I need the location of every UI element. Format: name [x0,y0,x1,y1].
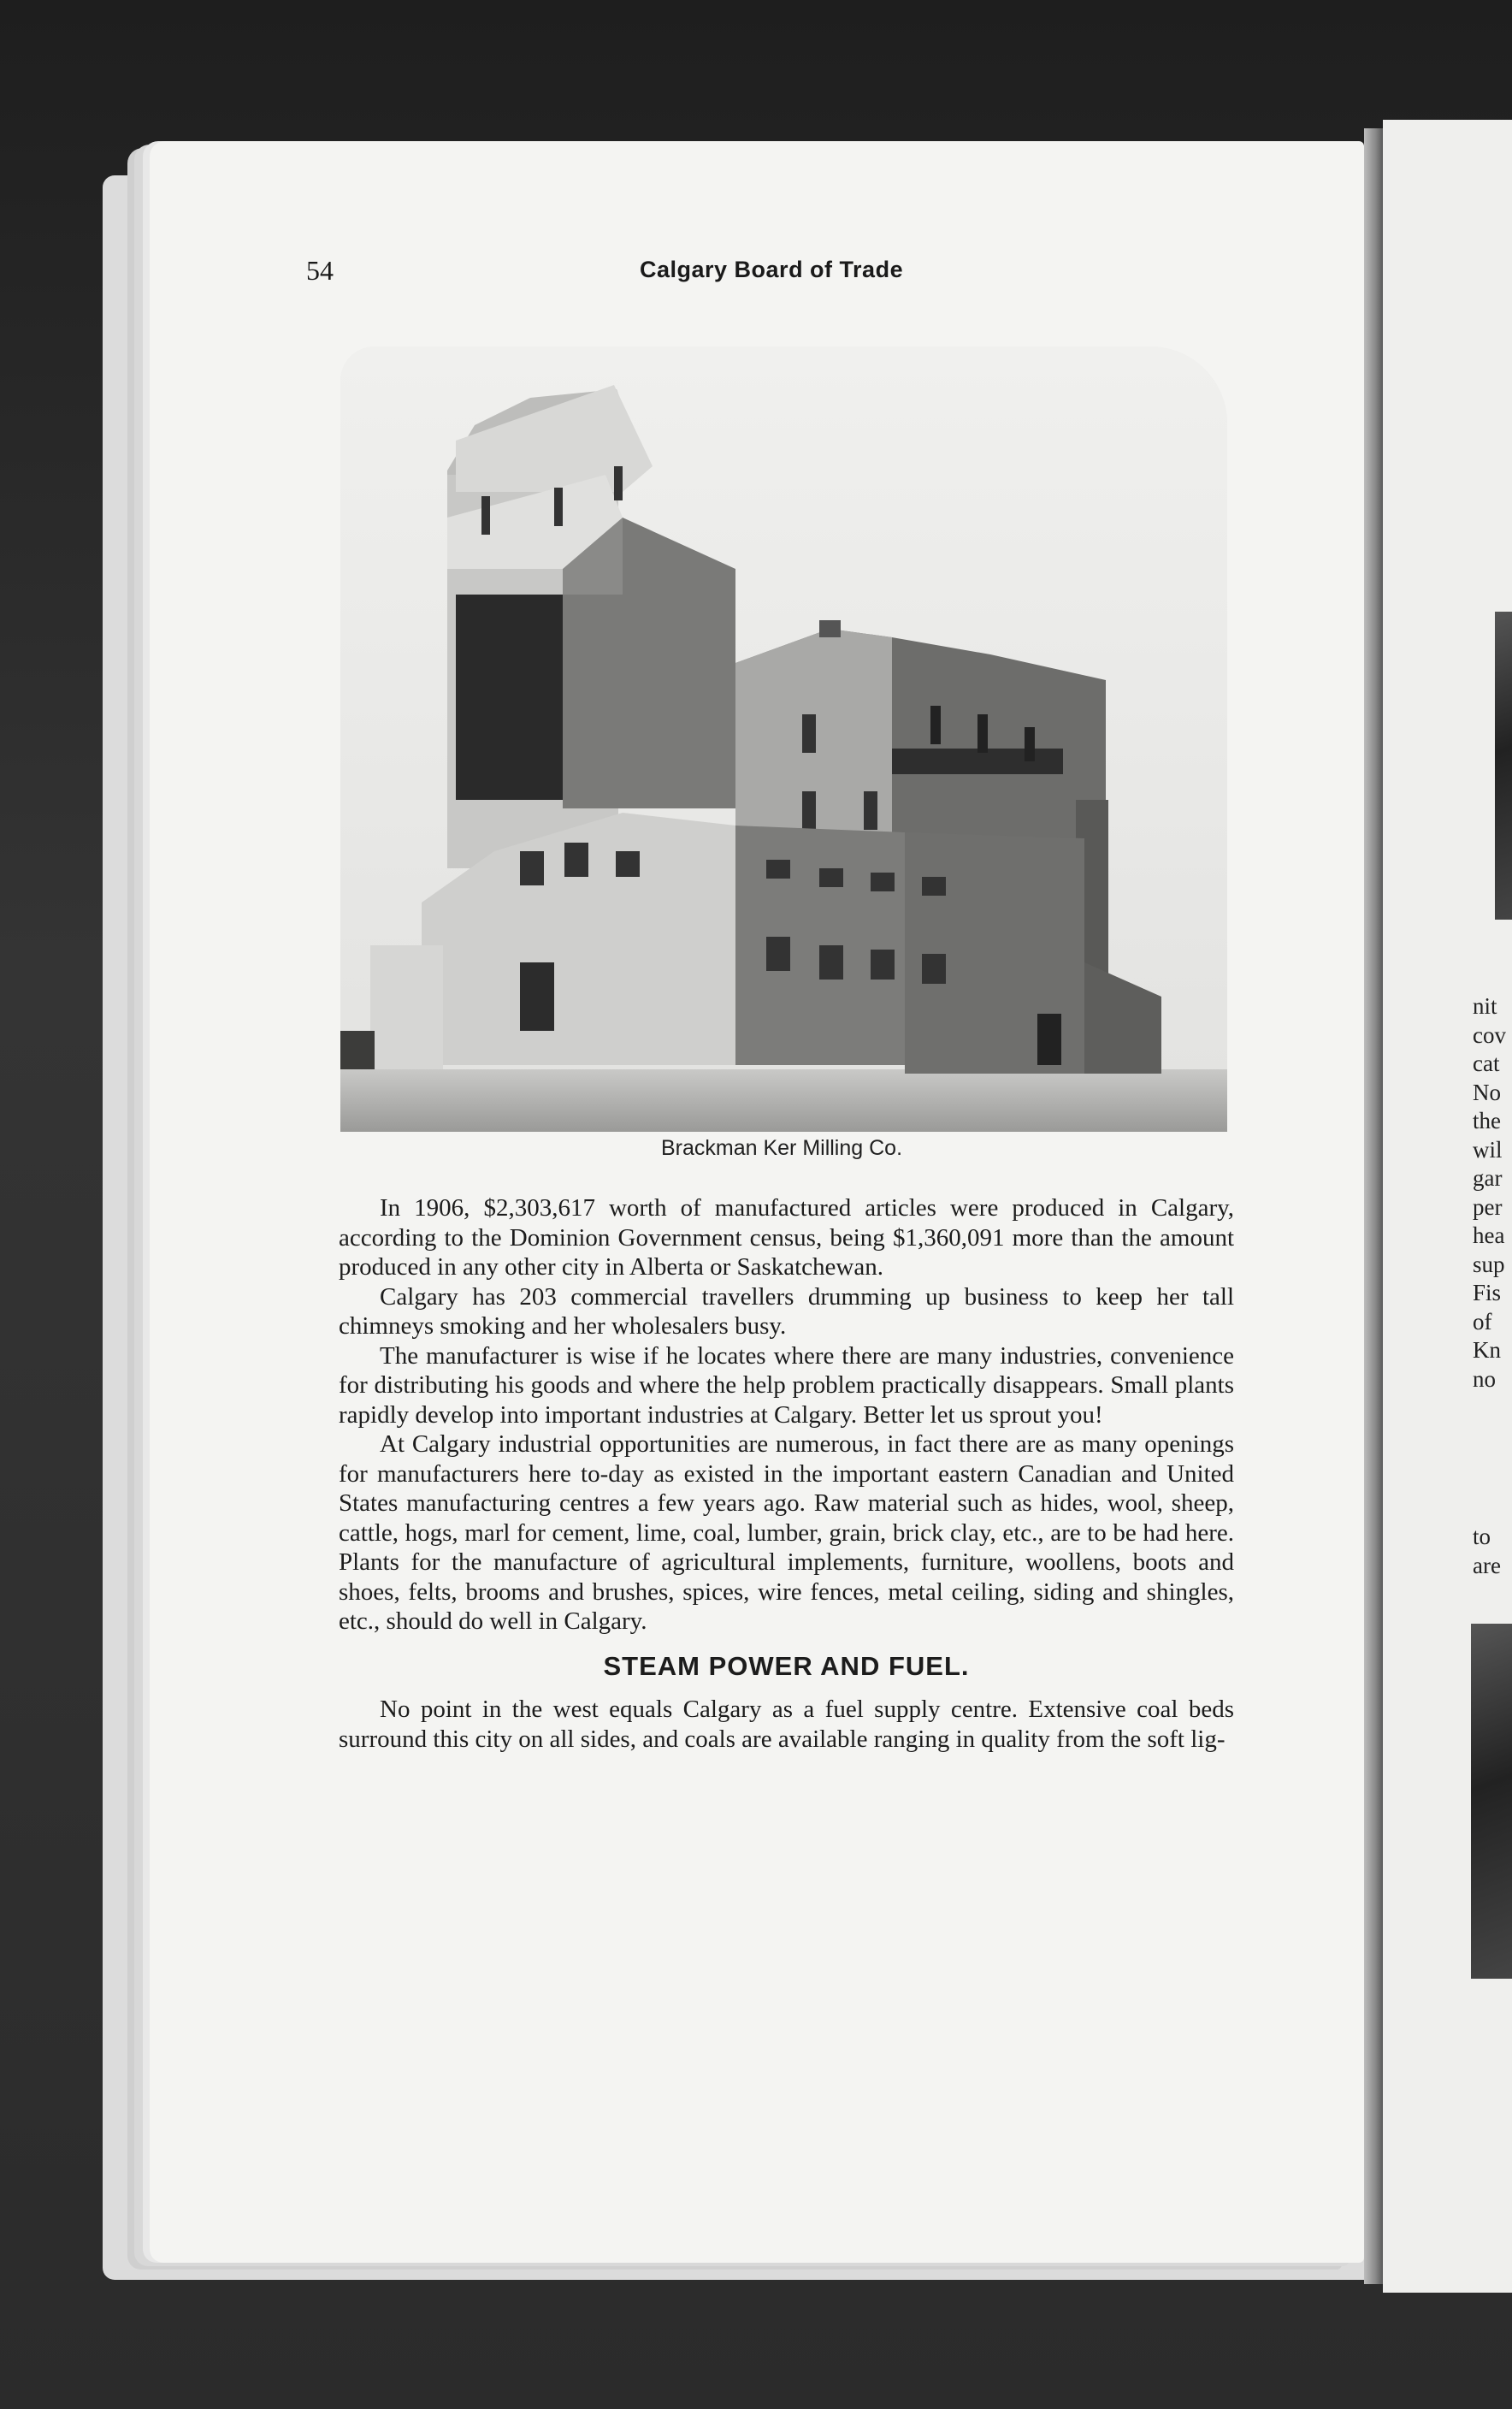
facing-page-fragment: sup [1473,1251,1505,1277]
facing-page-fragment: of [1473,1308,1492,1335]
facing-page-fragment: cat [1473,1051,1500,1076]
book-gutter [1364,128,1383,2284]
figure-caption [0,1136,1512,1161]
facing-page-fragment: the [1473,1108,1501,1133]
facing-page-photo-top [1495,612,1512,920]
facing-page-fragment: Fis [1473,1280,1502,1305]
facing-page-fragment: wil [1473,1136,1503,1163]
facing-page-fragment: nit [1473,993,1497,1019]
figure-caption-text: Brackman Ker Milling Co. [660,1136,903,1160]
paragraph-manufacturing-output: In 1906, $2,303,617 worth of manufactured articles were produced in Calgary, according to the Dominion Government census, being $1,360,091 more than the amount produced in any other city in Alberta or Saskatchewan. [339,1194,1234,1281]
facing-page-fragment: No [1473,1079,1501,1105]
facing-page-fragment: hea [1473,1222,1505,1248]
facing-page-fragment: cov [1473,1021,1506,1048]
section-heading: STEAM POWER AND FUEL. [603,1650,970,1681]
running-title: Calgary Board of Trade [640,257,904,282]
facing-page-fragment: to [1473,1524,1491,1549]
facing-page-fragment: are [1473,1552,1501,1578]
paragraph-manufacturer-location: The manufacturer is wise if he locates where there are many industries, convenience for distributing his goods and where the help problem practically disappears. Small plants rapidly develop into important industries at Calgary. Better let us sprout you! [339,1341,1234,1429]
paragraph-fuel-supply: No point in the west equals Calgary as a fuel supply centre. Extensive coal beds surround this city on all sides, and coals are available ranging in quality from the soft lig- [339,1696,1234,1753]
page-number: 54 [306,255,334,286]
paragraph-industrial-opportunities: At Calgary industrial opportunities are numerous, in fact there are as many openings for manufacturers here to-day as existed in the important eastern Canadian and United States manufacturing centres a few years ago. Raw material such as hides, wool, sheep, cattle, hogs, marl for cement, lime, coal, lumber, grain, brick clay, etc., are to be had here. Plants for the manufacture of agricultural implements, furniture, woollens, boots and shoes, felts, brooms and brushes, spices, wire fences, metal ceiling, siding and shingles, etc., should do well in Calgary. [339,1430,1234,1635]
facing-page-fragment: per [1473,1193,1503,1220]
facing-page-fragment: gar [1473,1165,1503,1191]
facing-page-photo-bottom [1471,1624,1512,1979]
mill-building-illustration [340,346,1227,1132]
facing-page-fragment: no [1473,1365,1496,1392]
body-text [339,1193,1234,1754]
mill-photograph [340,346,1227,1132]
paragraph-commercial-travellers: Calgary has 203 commercial travellers drumming up business to keep her tall chimneys smoking and her wholesalers busy. [339,1282,1234,1340]
facing-page-fragment: Kn [1473,1337,1501,1363]
